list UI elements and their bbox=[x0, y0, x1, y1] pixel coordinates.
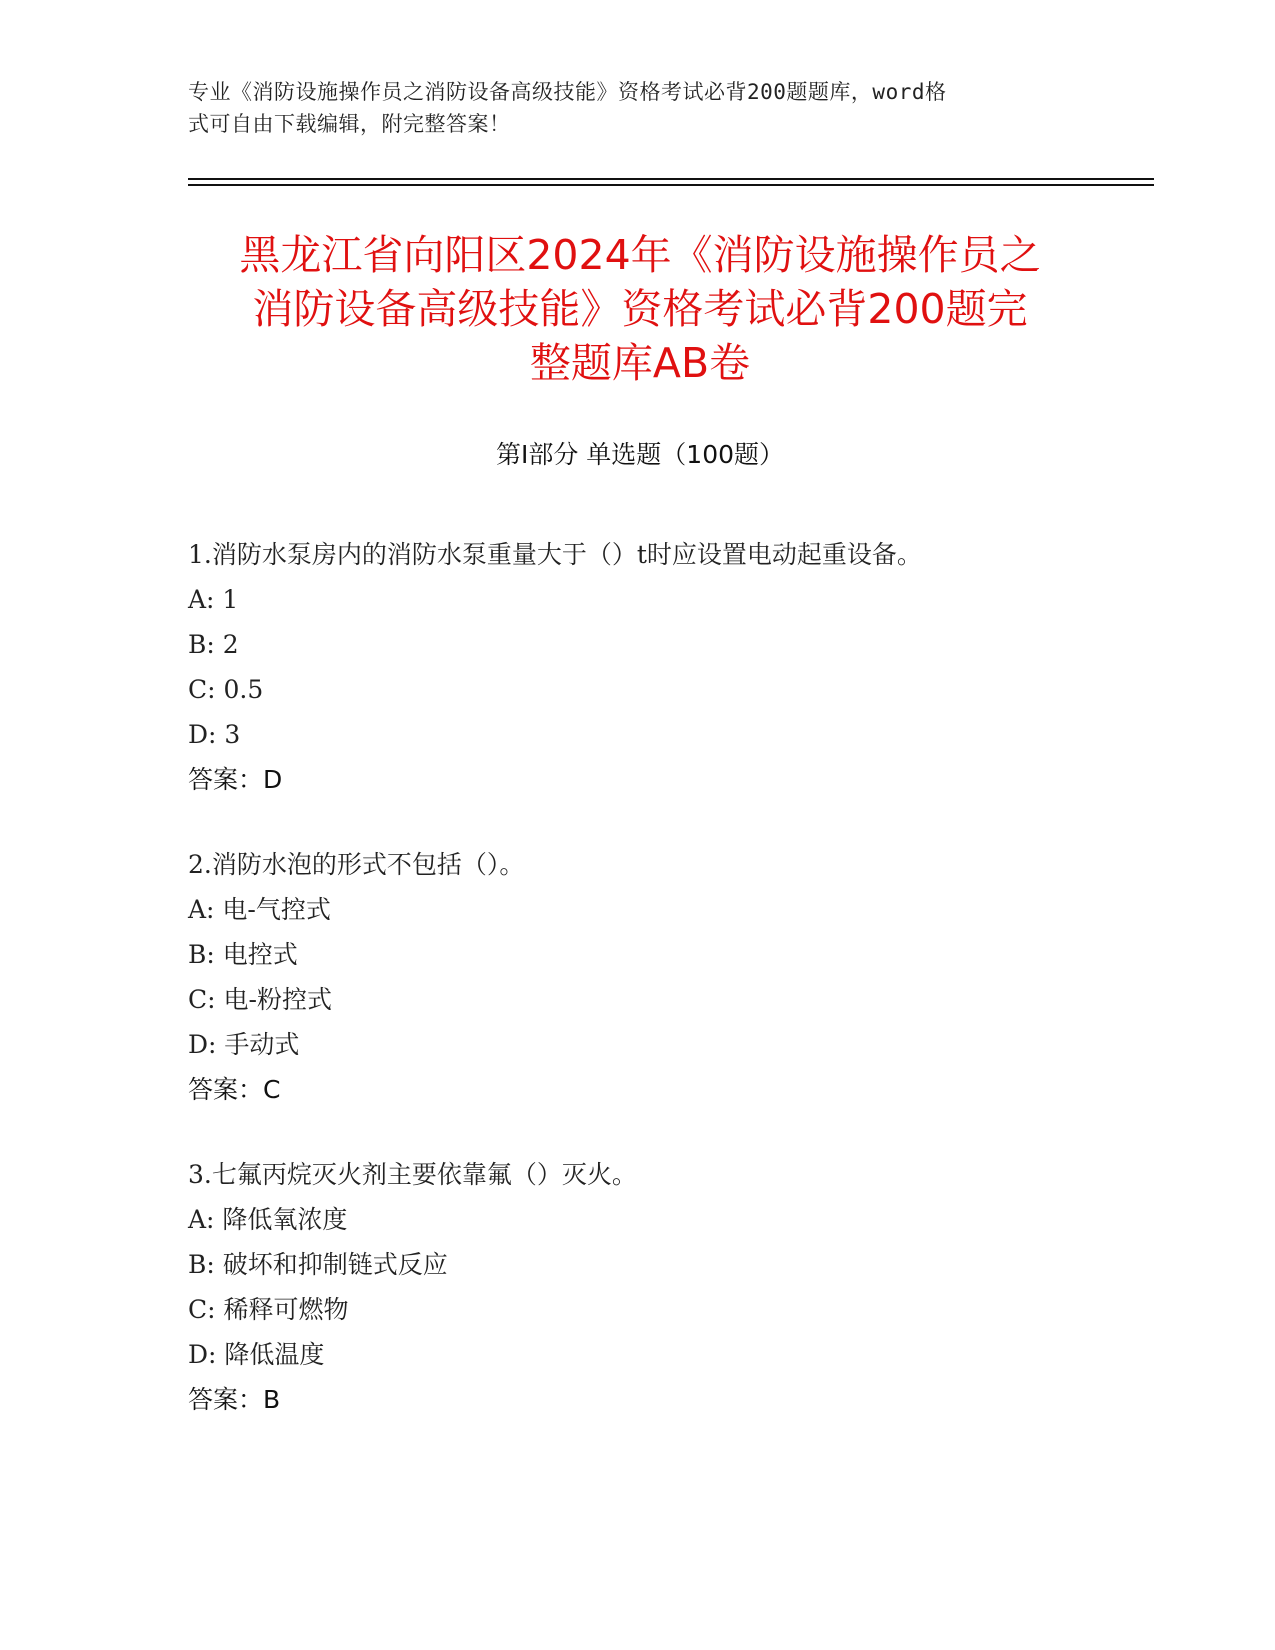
question-list bbox=[188, 532, 1138, 1462]
answer: 答案：D bbox=[188, 765, 283, 794]
option-b: B: 电控式 bbox=[188, 940, 298, 969]
header-note bbox=[188, 76, 1068, 140]
answer: 答案：C bbox=[188, 1075, 281, 1104]
question-2 bbox=[188, 842, 1138, 1112]
option-a: A: 降低氧浓度 bbox=[188, 1205, 348, 1234]
answer: 答案：B bbox=[188, 1385, 281, 1414]
header-note-line-1: 专业《消防设施操作员之消防设备高级技能》资格考试必背200题题库，word格 bbox=[188, 80, 947, 104]
header-divider-top bbox=[188, 178, 1154, 180]
document-title bbox=[140, 228, 1140, 390]
question-stem: 2.消防水泡的形式不包括（）。 bbox=[188, 850, 525, 879]
title-line-2: 消防设备高级技能》资格考试必背200题完 bbox=[252, 285, 1028, 333]
section-title: 第Ⅰ部分 单选题（100题） bbox=[495, 440, 785, 469]
header-divider-bottom bbox=[188, 184, 1154, 186]
title-line-1: 黑龙江省向阳区2024年《消防设施操作员之 bbox=[239, 231, 1041, 279]
option-c: C: 电-粉控式 bbox=[188, 985, 332, 1014]
option-d: D: 手动式 bbox=[188, 1030, 300, 1059]
option-a: A: 电-气控式 bbox=[188, 895, 331, 924]
option-a: A: 1 bbox=[188, 585, 239, 614]
option-d: D: 3 bbox=[188, 720, 241, 749]
title-line-3: 整题库AB卷 bbox=[529, 339, 751, 387]
option-b: B: 破坏和抑制链式反应 bbox=[188, 1250, 448, 1279]
option-b: B: 2 bbox=[188, 630, 239, 659]
question-stem: 1.消防水泵房内的消防水泵重量大于（）t时应设置电动起重设备。 bbox=[188, 540, 922, 569]
header-note-line-2: 式可自由下载编辑，附完整答案！ bbox=[188, 112, 511, 136]
question-1 bbox=[188, 532, 1138, 802]
question-stem: 3.七氟丙烷灭火剂主要依靠氟（）灭火。 bbox=[188, 1160, 637, 1189]
option-d: D: 降低温度 bbox=[188, 1340, 325, 1369]
question-3 bbox=[188, 1152, 1138, 1422]
option-c: C: 0.5 bbox=[188, 675, 264, 704]
option-c: C: 稀释可燃物 bbox=[188, 1295, 349, 1324]
